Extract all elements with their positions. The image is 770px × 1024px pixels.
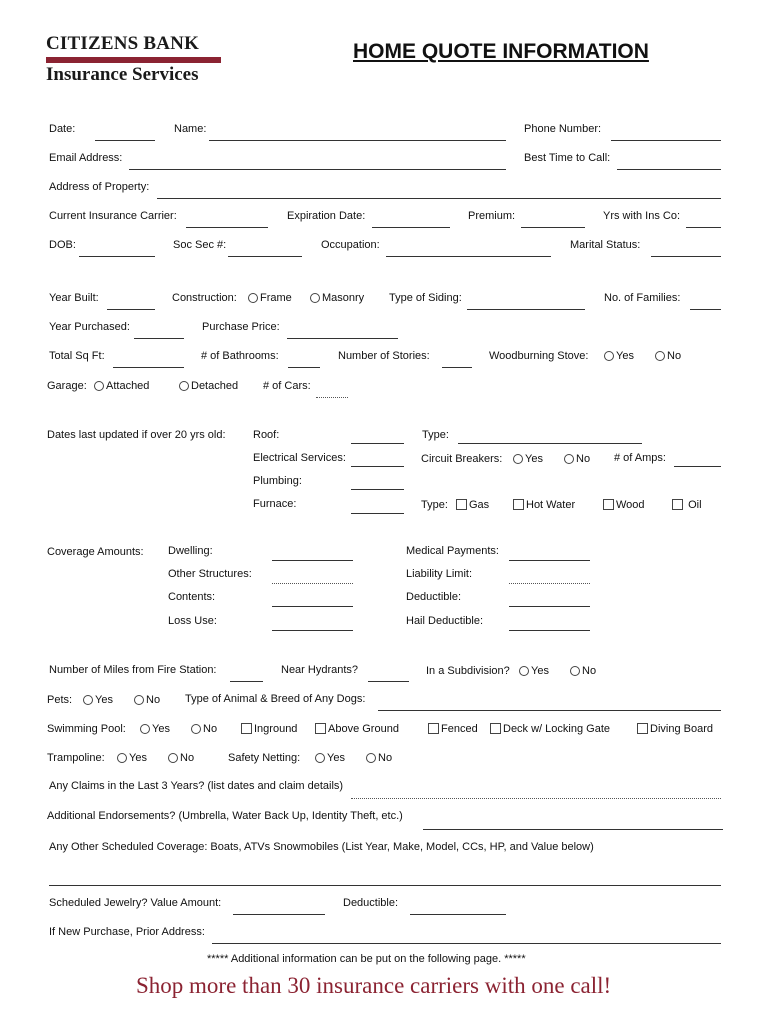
- other-structures-label: Other Structures:: [168, 568, 252, 580]
- endorsements-label: Additional Endorsements? (Umbrella, Water Back Up, Identity Theft, etc.): [47, 810, 403, 822]
- address-label: Address of Property:: [49, 181, 150, 193]
- radio-icon[interactable]: [140, 724, 150, 734]
- address-field[interactable]: [157, 198, 721, 199]
- dob-field[interactable]: [79, 256, 155, 257]
- breakers-yes-option[interactable]: Yes: [513, 453, 543, 466]
- animal-field[interactable]: [378, 710, 721, 711]
- marital-label: Marital Status:: [570, 239, 641, 251]
- medical-field[interactable]: [509, 560, 590, 561]
- name-field[interactable]: [209, 140, 506, 141]
- radio-icon[interactable]: [248, 293, 258, 303]
- logo-bar: [46, 57, 221, 63]
- stories-field[interactable]: [442, 367, 472, 368]
- sqft-field[interactable]: [113, 367, 184, 368]
- scheduled-label: Any Other Scheduled Coverage: Boats, ATVs Snowmobiles (List Year, Make, Model, CCs, HP, and Value below): [49, 841, 594, 853]
- jewelry-deductible-label: Deductible:: [343, 897, 399, 909]
- pool-yes-option[interactable]: Yes: [140, 723, 170, 736]
- ssn-field[interactable]: [228, 256, 302, 257]
- checkbox-icon[interactable]: [456, 499, 467, 510]
- trampoline-no-option[interactable]: No: [168, 752, 194, 765]
- contents-field[interactable]: [272, 606, 353, 607]
- scheduled-field[interactable]: [49, 885, 721, 886]
- woodstove-no-option[interactable]: No: [655, 350, 681, 363]
- dwelling-label: Dwelling:: [168, 545, 213, 557]
- premium-label: Premium:: [468, 210, 516, 222]
- plumbing-field[interactable]: [351, 489, 404, 490]
- pool-aboveground-option[interactable]: Above Ground: [315, 723, 399, 736]
- endorsements-field[interactable]: [423, 829, 723, 830]
- checkbox-icon[interactable]: [490, 723, 501, 734]
- liability-field[interactable]: [509, 583, 590, 584]
- pool-diving-option[interactable]: Diving Board: [637, 723, 713, 736]
- date-field[interactable]: [95, 140, 155, 141]
- garage-detached-option[interactable]: Detached: [179, 380, 238, 393]
- woodstove-label: Woodburning Stove:: [489, 350, 589, 362]
- trampoline-yes-option[interactable]: Yes: [117, 752, 147, 765]
- checkbox-icon[interactable]: [428, 723, 439, 734]
- netting-no-option[interactable]: No: [366, 752, 392, 765]
- animal-label: Type of Animal & Breed of Any Dogs:: [185, 693, 366, 705]
- email-field[interactable]: [129, 169, 506, 170]
- loss-use-label: Loss Use:: [168, 615, 217, 627]
- best-time-label: Best Time to Call:: [524, 152, 611, 164]
- amps-field[interactable]: [674, 466, 721, 467]
- dob-label: DOB:: [49, 239, 76, 251]
- updates-label: Dates last updated if over 20 yrs old:: [47, 429, 226, 441]
- pets-label: Pets:: [47, 694, 73, 706]
- pets-no-option[interactable]: No: [134, 694, 160, 707]
- furnace-gas-option[interactable]: Gas: [456, 499, 489, 512]
- hydrants-field[interactable]: [368, 681, 409, 682]
- hail-label: Hail Deductible:: [406, 615, 484, 627]
- construction-label: Construction:: [172, 292, 237, 304]
- radio-icon[interactable]: [83, 695, 93, 705]
- plumbing-label: Plumbing:: [253, 475, 302, 487]
- checkbox-icon[interactable]: [315, 723, 326, 734]
- roof-type-field[interactable]: [458, 443, 642, 444]
- year-built-label: Year Built:: [49, 292, 99, 304]
- pool-inground-option[interactable]: Inground: [241, 723, 297, 736]
- furnace-hotwater-option[interactable]: Hot Water: [513, 499, 575, 512]
- claims-field[interactable]: [351, 798, 721, 799]
- checkbox-icon[interactable]: [672, 499, 683, 510]
- year-purchased-label: Year Purchased:: [49, 321, 130, 333]
- date-label: Date:: [49, 123, 76, 135]
- coverage-label: Coverage Amounts:: [47, 546, 144, 558]
- furnace-type-label: Type:: [421, 499, 448, 511]
- email-label: Email Address:: [49, 152, 123, 164]
- deductible-field[interactable]: [509, 606, 590, 607]
- prior-address-label: If New Purchase, Prior Address:: [49, 926, 205, 938]
- radio-icon[interactable]: [117, 753, 127, 763]
- additional-info-note: ***** Additional information can be put on the following page. *****: [207, 953, 526, 965]
- phone-label: Phone Number:: [524, 123, 602, 135]
- prior-address-field[interactable]: [212, 943, 721, 944]
- miles-field[interactable]: [230, 681, 263, 682]
- families-field[interactable]: [690, 309, 721, 310]
- page-title: HOME QUOTE INFORMATION: [353, 40, 649, 63]
- subdivision-yes-option[interactable]: Yes: [519, 665, 549, 678]
- pool-fenced-option[interactable]: Fenced: [428, 723, 478, 736]
- jewelry-field[interactable]: [233, 914, 325, 915]
- pets-yes-option[interactable]: Yes: [83, 694, 113, 707]
- logo-insurance-services: Insurance Services: [46, 64, 199, 85]
- siding-field[interactable]: [467, 309, 585, 310]
- name-label: Name:: [174, 123, 207, 135]
- hydrants-label: Near Hydrants?: [281, 664, 359, 676]
- sqft-label: Total Sq Ft:: [49, 350, 105, 362]
- furnace-label: Furnace:: [253, 498, 297, 510]
- bathrooms-label: # of Bathrooms:: [201, 350, 279, 362]
- woodstove-yes-option[interactable]: Yes: [604, 350, 634, 363]
- checkbox-icon[interactable]: [603, 499, 614, 510]
- phone-field[interactable]: [611, 140, 721, 141]
- netting-yes-option[interactable]: Yes: [315, 752, 345, 765]
- year-built-field[interactable]: [107, 309, 155, 310]
- pool-deck-option[interactable]: Deck w/ Locking Gate: [490, 723, 610, 736]
- stories-label: Number of Stories:: [338, 350, 430, 362]
- radio-icon[interactable]: [570, 666, 580, 676]
- radio-icon[interactable]: [315, 753, 325, 763]
- purchase-price-field[interactable]: [287, 338, 398, 339]
- logo-citizens-bank: CITIZENS BANK: [46, 33, 200, 54]
- best-time-field[interactable]: [617, 169, 721, 170]
- breakers-label: Circuit Breakers:: [421, 453, 503, 465]
- subdivision-no-option[interactable]: No: [570, 665, 596, 678]
- garage-attached-option[interactable]: Attached: [94, 380, 149, 393]
- occupation-field[interactable]: [386, 256, 551, 257]
- other-structures-field[interactable]: [272, 583, 353, 584]
- purchase-price-label: Purchase Price:: [202, 321, 280, 333]
- radio-icon[interactable]: [604, 351, 614, 361]
- electrical-label: Electrical Services:: [253, 452, 346, 464]
- medical-label: Medical Payments:: [406, 545, 499, 557]
- roof-type-label: Type:: [422, 429, 449, 441]
- construction-masonry-option[interactable]: Masonry: [310, 292, 364, 305]
- radio-icon[interactable]: [94, 381, 104, 391]
- checkbox-icon[interactable]: [513, 499, 524, 510]
- breakers-no-option[interactable]: No: [564, 453, 590, 466]
- expiration-field[interactable]: [372, 227, 450, 228]
- liability-label: Liability Limit:: [406, 568, 473, 580]
- carrier-label: Current Insurance Carrier:: [49, 210, 177, 222]
- cars-label: # of Cars:: [263, 380, 311, 392]
- electrical-field[interactable]: [351, 466, 404, 467]
- expiration-label: Expiration Date:: [287, 210, 366, 222]
- yrs-ins-field[interactable]: [686, 227, 721, 228]
- trampoline-label: Trampoline:: [47, 752, 105, 764]
- year-purchased-field[interactable]: [134, 338, 184, 339]
- pool-no-option[interactable]: No: [191, 723, 217, 736]
- radio-icon[interactable]: [191, 724, 201, 734]
- contents-label: Contents:: [168, 591, 216, 603]
- checkbox-icon[interactable]: [637, 723, 648, 734]
- hail-field[interactable]: [509, 630, 590, 631]
- yrs-ins-label: Yrs with Ins Co:: [603, 210, 681, 222]
- radio-icon[interactable]: [366, 753, 376, 763]
- amps-label: # of Amps:: [614, 452, 666, 464]
- claims-label: Any Claims in the Last 3 Years? (list dates and claim details): [49, 780, 344, 792]
- occupation-label: Occupation:: [321, 239, 380, 251]
- dwelling-field[interactable]: [272, 560, 353, 561]
- siding-label: Type of Siding:: [389, 292, 462, 304]
- radio-icon[interactable]: [310, 293, 320, 303]
- furnace-oil-option[interactable]: Oil: [672, 499, 702, 512]
- roof-field[interactable]: [351, 443, 404, 444]
- radio-icon[interactable]: [519, 666, 529, 676]
- radio-icon[interactable]: [179, 381, 189, 391]
- construction-frame-option[interactable]: Frame: [248, 292, 292, 305]
- pool-label: Swimming Pool:: [47, 723, 126, 735]
- furnace-field[interactable]: [351, 513, 404, 514]
- jewelry-label: Scheduled Jewelry? Value Amount:: [49, 897, 222, 909]
- premium-field[interactable]: [521, 227, 585, 228]
- ssn-label: Soc Sec #:: [173, 239, 227, 251]
- loss-use-field[interactable]: [272, 630, 353, 631]
- garage-label: Garage:: [47, 380, 87, 392]
- roof-label: Roof:: [253, 429, 280, 441]
- miles-label: Number of Miles from Fire Station:: [49, 664, 217, 676]
- radio-icon[interactable]: [564, 454, 574, 464]
- jewelry-deductible-field[interactable]: [410, 914, 506, 915]
- radio-icon[interactable]: [134, 695, 144, 705]
- footer-tagline: Shop more than 30 insurance carriers with one call!: [136, 973, 612, 998]
- carrier-field[interactable]: [186, 227, 268, 228]
- radio-icon[interactable]: [168, 753, 178, 763]
- marital-field[interactable]: [651, 256, 721, 257]
- families-label: No. of Families:: [604, 292, 681, 304]
- deductible-label: Deductible:: [406, 591, 462, 603]
- radio-icon[interactable]: [655, 351, 665, 361]
- bathrooms-field[interactable]: [288, 367, 320, 368]
- furnace-wood-option[interactable]: Wood: [603, 499, 645, 512]
- netting-label: Safety Netting:: [228, 752, 301, 764]
- checkbox-icon[interactable]: [241, 723, 252, 734]
- subdivision-label: In a Subdivision?: [426, 665, 510, 677]
- cars-field[interactable]: [316, 397, 348, 398]
- radio-icon[interactable]: [513, 454, 523, 464]
